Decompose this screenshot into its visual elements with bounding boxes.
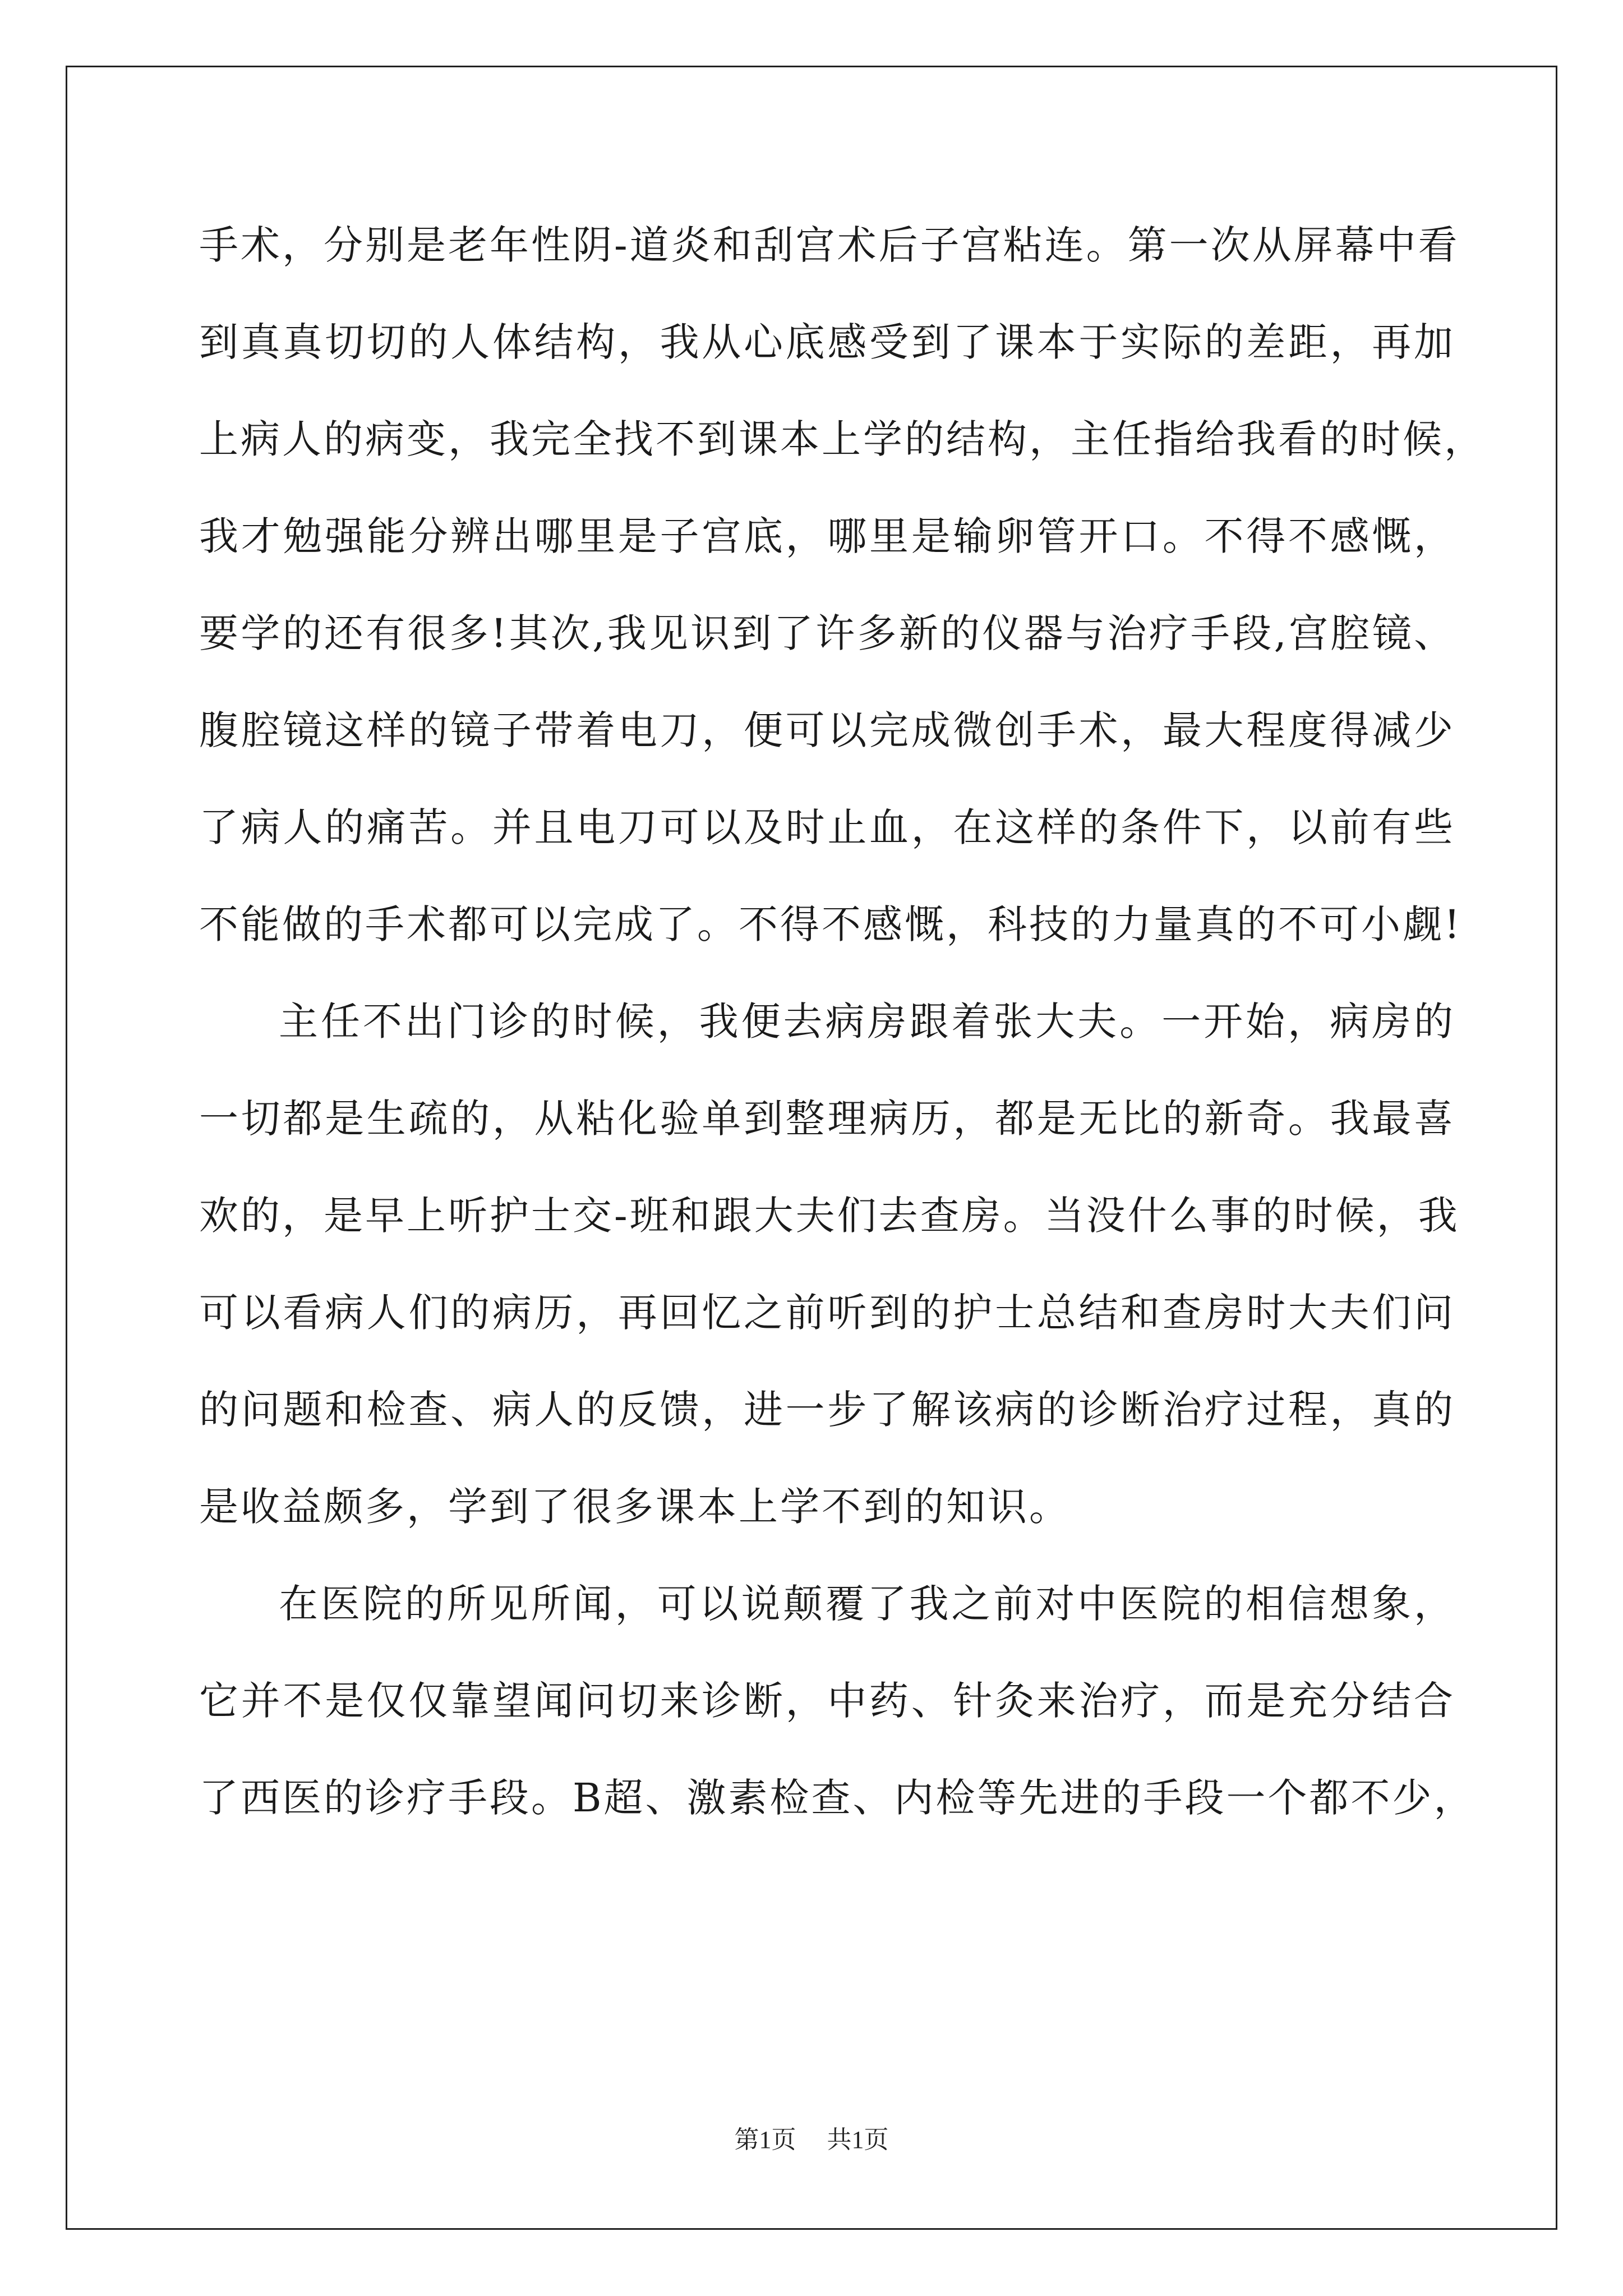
text-line: 了病人的痛苦。并且电刀可以及时止血，在这样的条件下，以前有些: [199, 804, 1455, 850]
text-line: 上病人的病变，我完全找不到课本上学的结构，主任指给我看的时候，: [199, 416, 1486, 462]
paragraph-end-line: 是收益颇多，学到了很多课本上学不到的知识。: [199, 1484, 1071, 1530]
page-number-label: 第1页: [734, 2126, 796, 2154]
text-line: 一切都是生疏的，从粘化验单到整理病历，都是无比的新奇。我最喜: [199, 1096, 1455, 1142]
text-line: 我才勉强能分辨出哪里是子宫底，哪里是输卵管开口。不得不感慨，: [199, 513, 1455, 559]
text-line: 手术，分别是老年性阴-道炎和刮宫术后子宫粘连。第一次从屏幕中看: [199, 222, 1460, 268]
text-line: 欢的，是早上听护士交-班和跟大夫们去查房。当没什么事的时候，我: [199, 1193, 1460, 1239]
text-line: 的问题和检查、病人的反馈，进一步了解该病的诊断治疗过程，真的: [199, 1387, 1455, 1433]
text-line: 不能做的手术都可以完成了。不得不感慨，科技的力量真的不可小觑!: [199, 901, 1463, 947]
paragraph-start-line: 主任不出门诊的时候，我便去病房跟着张大夫。一开始，病房的: [279, 999, 1455, 1045]
text-line: 要学的还有很多!其次,我见识到了许多新的仪器与治疗手段,宫腔镜、: [199, 610, 1455, 656]
page-footer: [0, 2119, 1623, 2155]
text-line: 可以看病人们的病历，再回忆之前听到的护士总结和查房时大夫们问: [199, 1290, 1455, 1336]
text-line: 它并不是仅仅靠望闻问切来诊断，中药、针灸来治疗，而是充分结合: [199, 1678, 1455, 1724]
document-body: [199, 209, 1486, 1858]
page-total-label: 共1页: [827, 2126, 889, 2154]
text-line: 了西医的诊疗手段。B超、激素检查、内检等先进的手段一个都不少，: [199, 1775, 1476, 1821]
paragraph-start-line: 在医院的所见所闻，可以说颠覆了我之前对中医院的相信想象，: [279, 1581, 1455, 1627]
text-line: 到真真切切的人体结构，我从心底感受到了课本于实际的差距，再加: [199, 319, 1455, 365]
text-line: 腹腔镜这样的镜子带着电刀，便可以完成微创手术，最大程度得减少: [199, 707, 1455, 753]
